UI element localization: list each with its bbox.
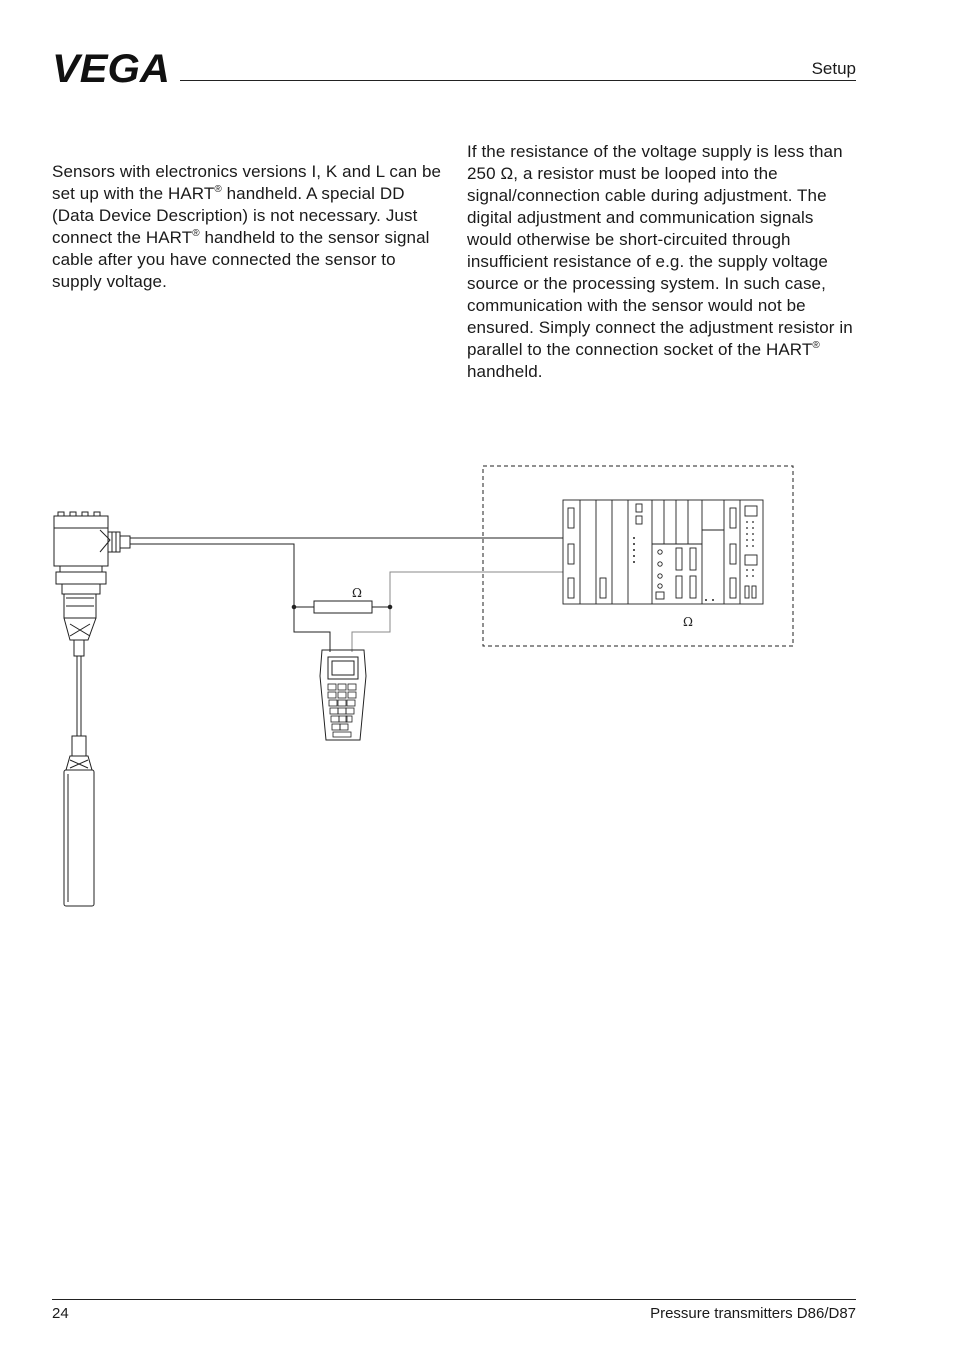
pressure-transmitter-drawing [54, 512, 130, 906]
section-title: Setup [811, 59, 856, 78]
right-text-part-1: If the resistance of the voltage supply is less than 250 Ω, a resistor must be looped into the signal/connection cable during adjustment. The digital adjustment and communication signals would otherwise be short-circuited through insufficient resistance of e.g. the supply voltage source or the processing system. In such case, communication with the sensor would not be ensured. Simply connect the adjustment resistor in parallel to the connection socket of the HART [467, 142, 853, 359]
processing-system-frame [483, 466, 793, 646]
right-column-text [467, 141, 859, 383]
left-text-part-2: handheld. A special DD (Data Device Description) is not necessary. Just connect the HART [52, 184, 418, 247]
svg-text:VEGA: VEGA [52, 50, 170, 86]
resistor-drawing [292, 601, 392, 613]
left-column-text [52, 161, 444, 293]
hart-handheld-drawing [320, 650, 366, 740]
registered-mark: ® [214, 184, 222, 195]
connection-diagram [0, 440, 954, 920]
footer-rule [52, 1299, 856, 1300]
resistor-label: Ω [352, 586, 362, 600]
system-label: Ω [683, 615, 693, 629]
registered-mark: ® [812, 340, 820, 351]
right-text-part-2: handheld. [467, 362, 543, 381]
document-title: Pressure transmitters D86/D87 [650, 1305, 856, 1322]
vega-logo [52, 50, 172, 86]
registered-mark: ® [192, 228, 200, 239]
processing-system-rack [563, 500, 763, 604]
header-rule [180, 80, 856, 81]
page-number: 24 [52, 1305, 69, 1322]
left-text-part-3: handheld to the sensor signal cable after you have connected the sensor to supply voltage. [52, 228, 430, 291]
left-text-part-1: Sensors with electronics versions I, K and L can be set up with the HART [52, 162, 442, 203]
signal-cable [130, 538, 563, 652]
